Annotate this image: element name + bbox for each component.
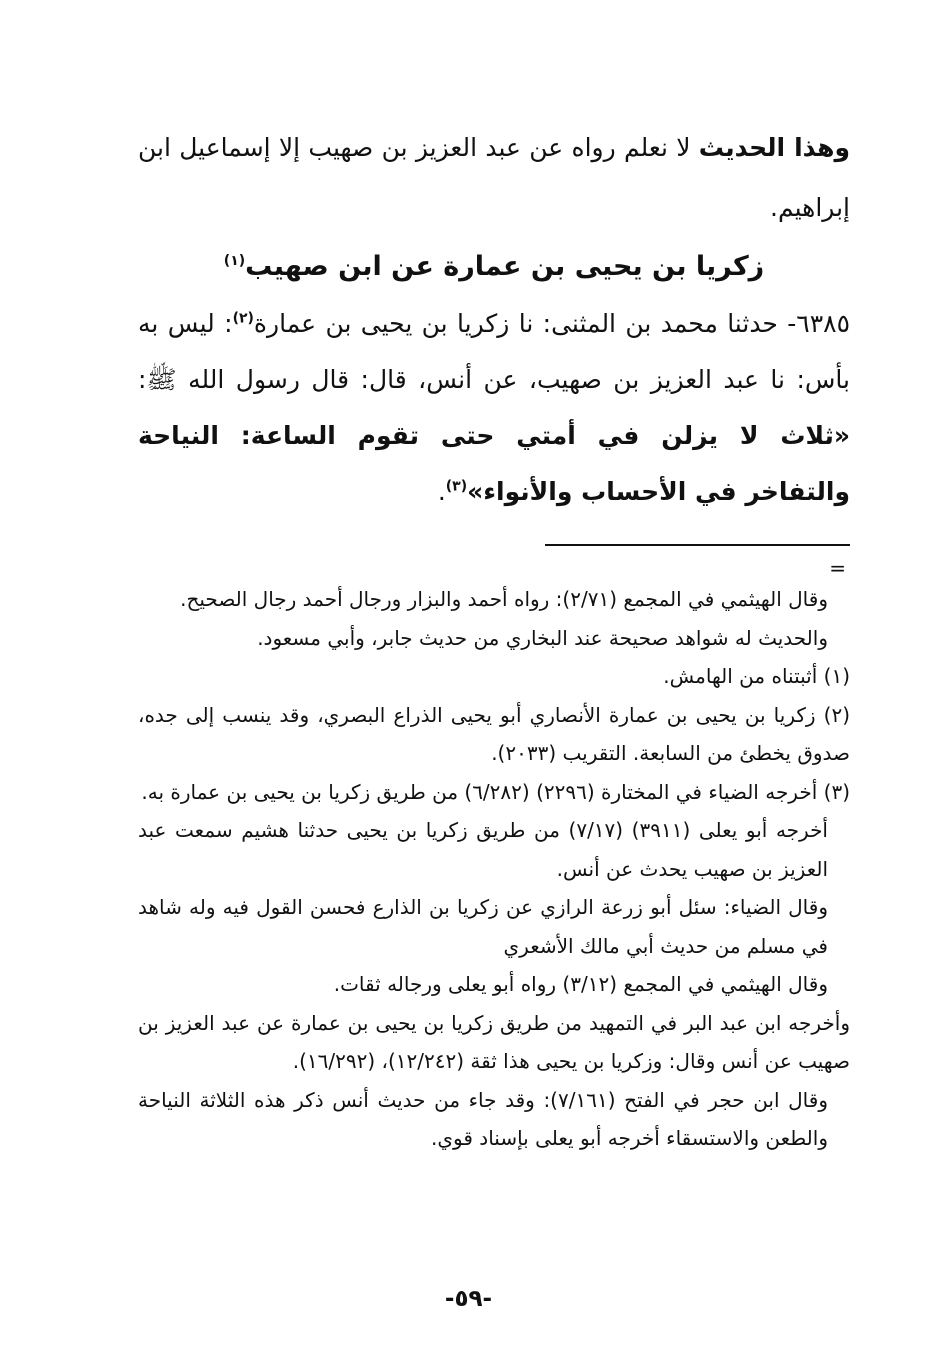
intro-paragraph bbox=[138, 118, 850, 238]
heading-footnote-ref: (١) bbox=[223, 253, 246, 269]
footnote-3-abu-yala: أخرجه أبو يعلى (٣٩١١) (٧/١٧) من طريق زكريا بن يحيى حدثنا هشيم سمعت عبد العزيز بن صهيب يحدث عن أنس. bbox=[138, 818, 828, 881]
page-content bbox=[138, 118, 850, 1158]
footnote-separator bbox=[138, 520, 850, 580]
footnote-3-diya: وقال الضياء: سئل أبو زرعة الرازي عن زكريا بن الذارع فحسن القول فيه وله شاهد في مسلم من حديث أبي مالك الأشعري bbox=[138, 895, 828, 958]
intro-bold-text: وهذا الحديث bbox=[698, 133, 850, 162]
section-heading-text: زكريا بن يحيى بن عمارة عن ابن صهيب bbox=[245, 251, 765, 282]
footnote-3: (٣) أخرجه الضياء في المختارة (٢٢٩٦) (٦/٢٨٢) من طريق زكريا بن يحيى بن عمارة به. bbox=[141, 779, 850, 804]
hadith-footnote-ref-2: (٢) bbox=[232, 310, 254, 327]
hadith-matn-text: «ثلاث لا يزلن في أمتي حتى تقوم الساعة: النياحة والتفاخر في الأحساب والأنواء» bbox=[138, 421, 850, 506]
hadith-paragraph bbox=[138, 296, 850, 520]
footnote-line: والحديث له شواهد صحيحة عند البخاري من حديث جابر، وأبي مسعود. bbox=[257, 625, 828, 650]
footnote-3-ibn-hajar: وقال ابن حجر في الفتح (٧/١٦١): وقد جاء من حديث أنس ذكر هذه الثلاثة النياحة والطعن والاستسقاء أخرجه أبو يعلى بإسناد قوي. bbox=[138, 1087, 828, 1150]
page-number: -٥٩- bbox=[444, 1286, 493, 1312]
footnotes-section bbox=[138, 580, 850, 1158]
hadith-footnote-ref-3: (٣) bbox=[445, 478, 468, 495]
hadith-isnad-text: ٦٣٨٥- حدثنا محمد بن المثنى: نا زكريا بن يحيى بن عمارة bbox=[253, 309, 850, 338]
section-heading bbox=[138, 238, 850, 296]
intro-text: لا نعلم رواه عن عبد العزيز بن صهيب إلا إسماعيل ابن إبراهيم. bbox=[138, 133, 850, 222]
footnote-3-haythami: وقال الهيثمي في المجمع (٣/١٢) رواه أبو يعلى ورجاله ثقات. bbox=[333, 972, 828, 996]
footnote-2: (٢) زكريا بن يحيى بن عمارة الأنصاري أبو يحيى الذراع البصري، وقد ينسب إلى جده، صدوق يخطئ من السابعة. التقريب (٢٠٣٣). bbox=[138, 702, 850, 765]
hadith-isnad-continued: : ليس به بأس: نا عبد العزيز بن صهيب، عن أنس، قال: قال رسول الله ﷺ: bbox=[138, 309, 850, 394]
hadith-end-punct: . bbox=[437, 477, 446, 506]
footnote-rule bbox=[545, 544, 850, 546]
continuation-mark: = bbox=[829, 556, 846, 580]
footnote-line: وقال الهيثمي في المجمع (٢/٧١): رواه أحمد والبزار ورجال أحمد رجال الصحيح. bbox=[180, 587, 828, 611]
footnote-3-ibn-abd-albarr: وأخرجه ابن عبد البر في التمهيد من طريق زكريا بن يحيى بن عمارة عن عبد العزيز بن صهيب عن أنس وقال: وزكريا بن يحيى هذا ثقة (١٢/٢٤٢)، (١٦/٢٩٢). bbox=[138, 1010, 850, 1073]
footnote-1: (١) أثبتناه من الهامش. bbox=[663, 664, 850, 688]
